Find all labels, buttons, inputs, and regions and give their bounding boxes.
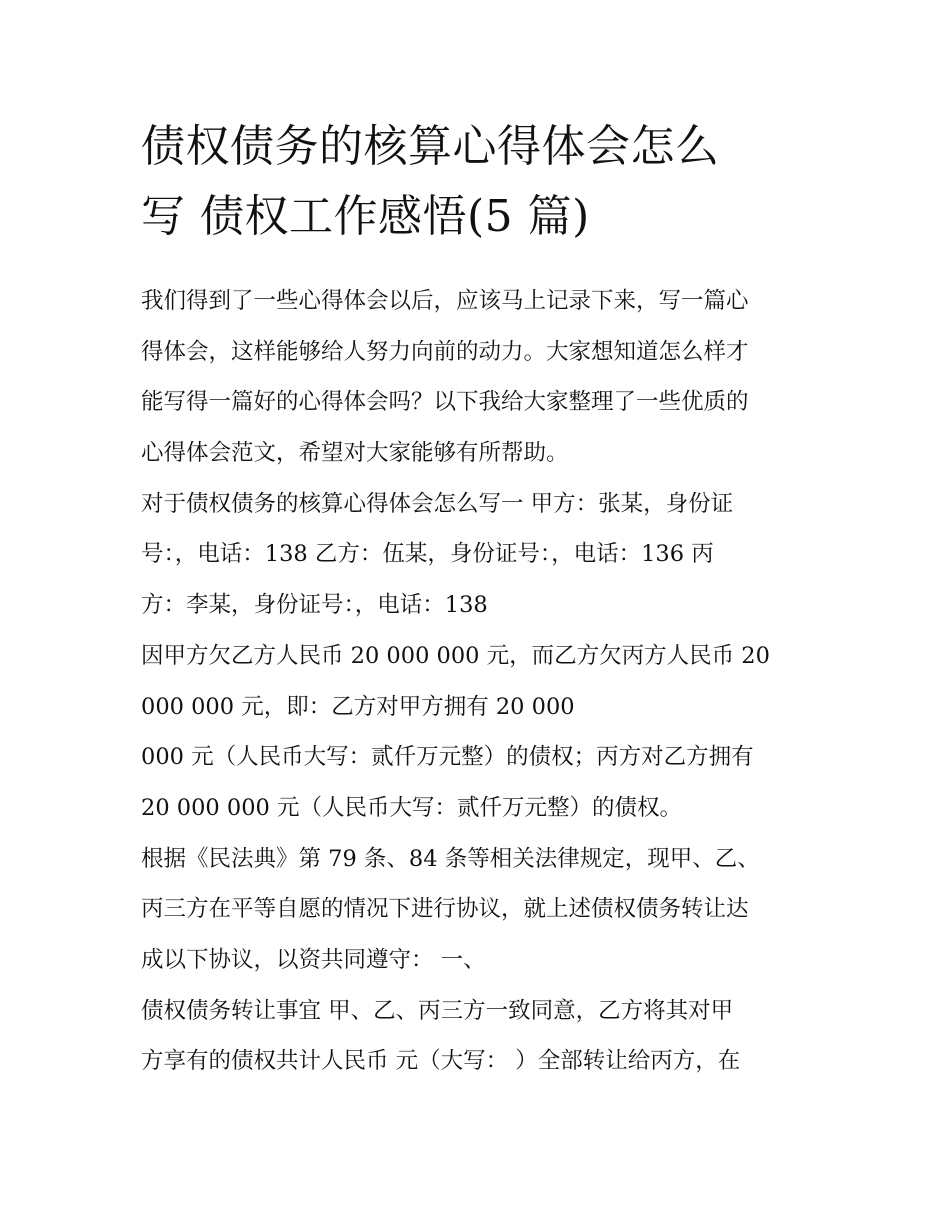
body-line: 号：，电话：138 乙方：伍某，身份证号：，电话：136 丙 xyxy=(141,541,714,568)
body-line: 丙三方在平等自愿的情况下进行协议，就上述债权债务转让达 xyxy=(141,896,749,923)
title-line: 写 债权工作感悟(5 篇) xyxy=(141,191,590,242)
body-line: 我们得到了一些心得体会以后，应该马上记录下来，写一篇心 xyxy=(141,288,749,314)
body-line: 能写得一篇好的心得体会吗？以下我给大家整理了一些优质的 xyxy=(141,389,749,416)
body-line: 20 000 000 元（人民币大写：贰仟万元整）的债权。 xyxy=(141,794,682,821)
body-line: 心得体会范文，希望对大家能够有所帮助。 xyxy=(141,440,569,467)
body-line: 成以下协议，以资共同遵守： 一、 xyxy=(141,946,486,973)
body-line: 因甲方欠乙方人民币 20 000 000 元，而乙方欠丙方人民币 20 xyxy=(141,642,770,669)
document-body xyxy=(141,276,821,1087)
body-line: 000 000 元，即：乙方对甲方拥有 20 000 xyxy=(141,693,575,720)
title-line: 债权债务的核算心得体会怎么 xyxy=(141,121,720,172)
document-title xyxy=(141,112,831,252)
body-line: 根据《民法典》第 79 条、84 条等相关法律规定，现甲、乙、 xyxy=(141,845,760,872)
body-line: 方享有的债权共计人民币 元（大写： ）全部转让给丙方，在 xyxy=(141,1048,741,1075)
body-line: 方：李某，身份证号：，电话：138 xyxy=(141,592,488,619)
body-line: 得体会，这样能够给人努力向前的动力。大家想知道怎么样才 xyxy=(141,338,749,365)
body-line: 债权债务转让事宜 甲、乙、丙三方一致同意，乙方将其对甲 xyxy=(141,997,734,1024)
body-line: 对于债权债务的核算心得体会怎么写一 甲方：张某，身份证 xyxy=(141,490,734,517)
body-line: 000 元（人民币大写：贰仟万元整）的债权；丙方对乙方拥有 xyxy=(141,744,754,771)
